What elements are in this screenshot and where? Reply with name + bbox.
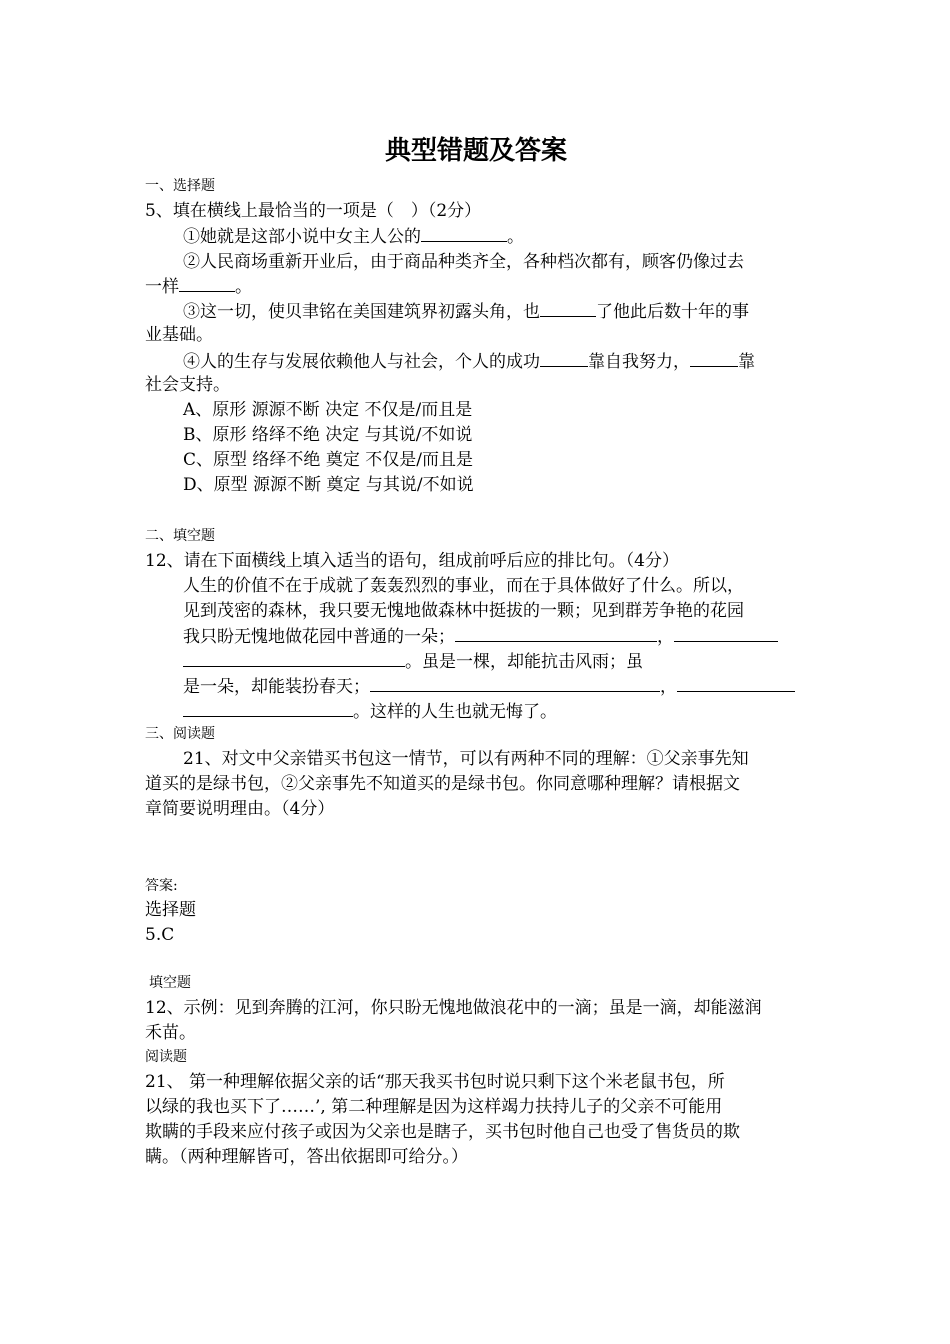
answer-21-line-4: 瞒。（两种理解皆可，答出依据即可给分。）: [145, 1147, 468, 1167]
page-title: 典型错题及答案: [384, 136, 567, 166]
option-a: A、原形 源源不断 决定 不仅是/而且是: [183, 400, 473, 420]
answer-blank: [370, 674, 660, 692]
question-5: 5、填在横线上最恰当的一项是（ ）（2分）: [145, 201, 482, 221]
answer-blank: [183, 699, 353, 717]
option-b: B、原形 络绎不绝 决定 与其说/不如说: [183, 425, 473, 445]
answers-heading-fill: 填空题: [149, 975, 191, 991]
question-5-sentence-1: ①她就是这部小说中女主人公的 。: [183, 224, 524, 249]
answers-heading-reading: 阅读题: [145, 1049, 187, 1065]
question-5-sentence-4-cont: 社会支持。: [145, 375, 230, 395]
answers-label: 答案:: [145, 878, 178, 894]
question-5-sentence-2-cont: 一样 。: [145, 274, 252, 299]
answer-12-line-2: 禾苗。: [145, 1023, 196, 1043]
section-heading-choice: 一、选择题: [145, 178, 215, 194]
question-21-line-1: 21、对文中父亲错买书包这一情节，可以有两种不同的理解：①父亲事先知: [183, 749, 749, 769]
answer-21-line-1: 21、 第一种理解依据父亲的话“那天我买书包时说只剩下这个米老鼠书包，所: [145, 1072, 725, 1092]
section-heading-fill: 二、填空题: [145, 528, 215, 544]
answer-21-line-2: 以绿的我也买下了……’, 第二种理解是因为这样竭力扶持儿子的父亲不可能用: [145, 1097, 723, 1117]
answer-blank: [421, 224, 507, 242]
option-d: D、原型 源源不断 奠定 与其说/不如说: [183, 475, 474, 495]
question-5-sentence-3-cont: 业基础。: [145, 325, 213, 345]
answer-blank: [179, 274, 235, 292]
answer-blank: [455, 624, 657, 642]
question-12-text-5: 是一朵，却能装扮春天； ，: [183, 674, 795, 699]
option-c: C、原型 络绎不绝 奠定 不仅是/而且是: [183, 450, 473, 470]
answer-blank: [677, 674, 795, 692]
question-5-sentence-4: ④人的生存与发展依赖他人与社会，个人的成功 靠自我努力， 靠: [183, 349, 755, 374]
question-12-text-1: 人生的价值不在于成就了轰轰烈烈的事业，而在于具体做好了什么。所以，: [183, 576, 744, 596]
question-12-text-3: 我只盼无愧地做花园中普通的一朵； ，: [183, 624, 778, 649]
question-12: 12、请在下面横线上填入适当的语句，组成前呼后应的排比句。（4分）: [145, 551, 679, 571]
answer-blank: [540, 299, 596, 317]
answer-12-line-1: 12、示例：见到奔腾的江河，你只盼无愧地做浪花中的一滴；虽是一滴，却能滋润: [145, 998, 762, 1018]
answers-heading-choice: 选择题: [145, 900, 196, 920]
question-21-line-3: 章简要说明理由。（4分）: [145, 799, 335, 819]
answer-blank: [690, 349, 738, 367]
answer-blank: [183, 649, 405, 667]
answer-blank: [540, 349, 588, 367]
question-12-text-4: 。虽是一棵，却能抗击风雨；虽: [183, 649, 643, 674]
question-5-sentence-3: ③这一切，使贝聿铭在美国建筑界初露头角，也 了他此后数十年的事: [183, 299, 749, 324]
question-12-text-2: 见到茂密的森林，我只要无愧地做森林中挺拔的一颗；见到群芳争艳的花园: [183, 601, 744, 621]
answer-21-line-3: 欺瞒的手段来应付孩子或因为父亲也是瞎子，买书包时他自己也受了售货员的欺: [145, 1122, 740, 1142]
question-12-text-6: 。这样的人生也就无悔了。: [183, 699, 557, 724]
question-21-line-2: 道买的是绿书包，②父亲事先不知道买的是绿书包。你同意哪种理解？请根据文: [145, 774, 740, 794]
answer-5: 5.C: [145, 925, 175, 945]
section-heading-reading: 三、阅读题: [145, 726, 215, 742]
question-5-sentence-2: ②人民商场重新开业后，由于商品种类齐全，各种档次都有，顾客仍像过去: [183, 252, 744, 272]
answer-blank: [674, 624, 778, 642]
